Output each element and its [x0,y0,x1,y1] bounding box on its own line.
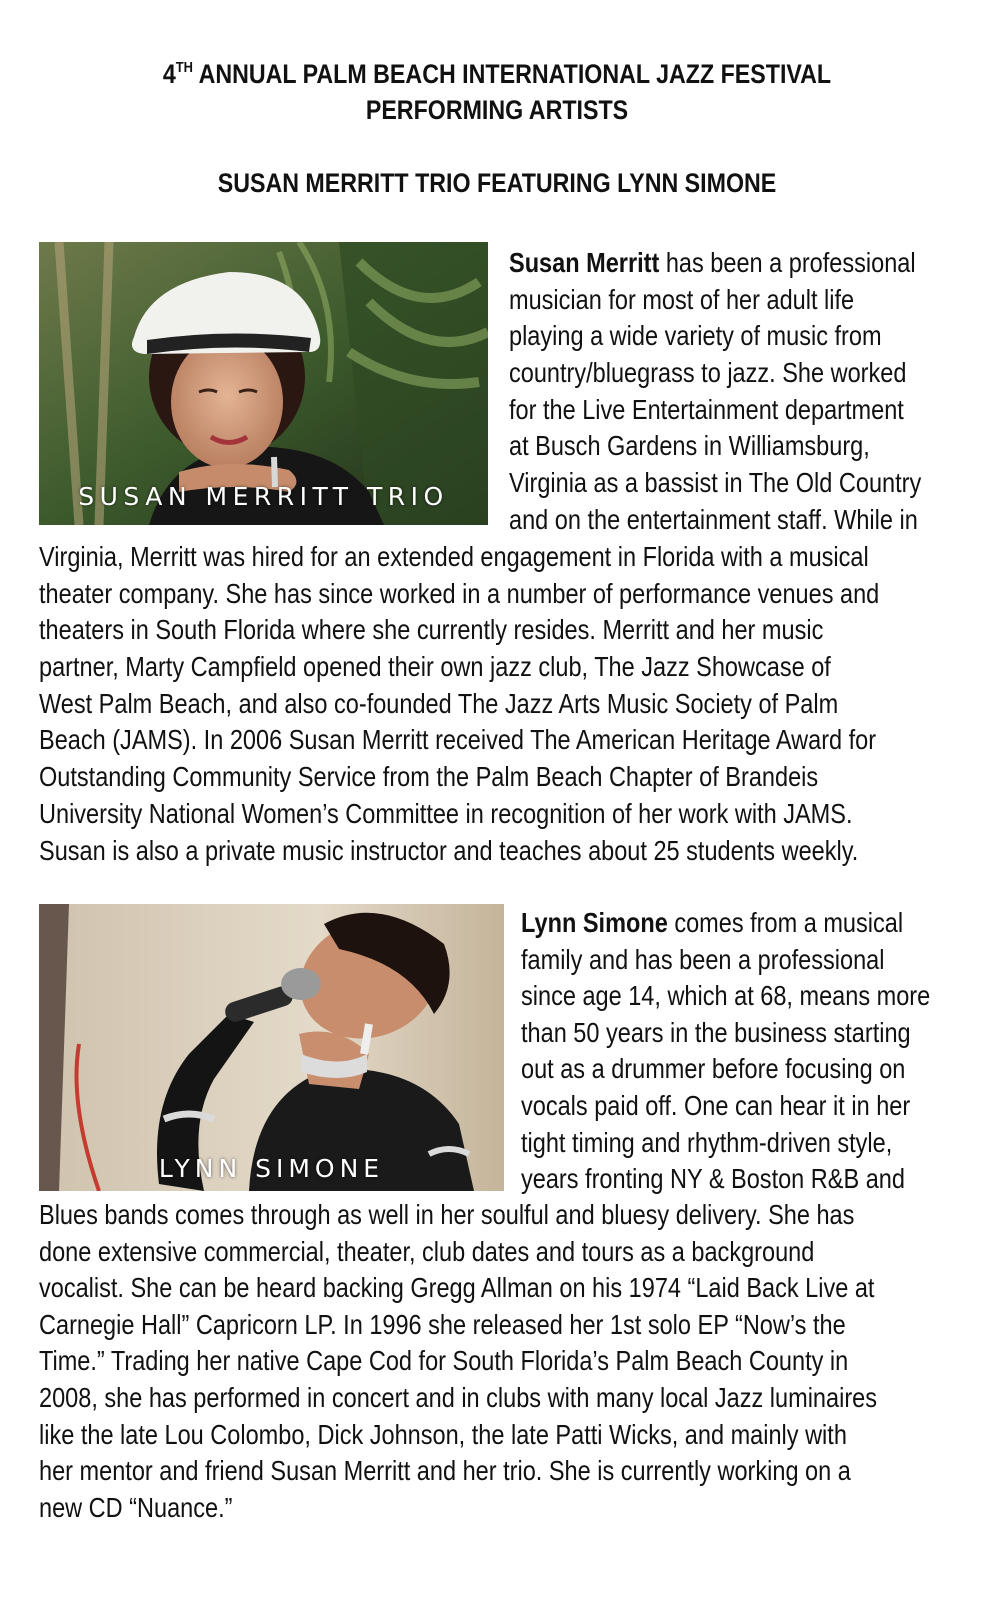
festival-title-line2: PERFORMING ARTISTS [365,95,629,125]
bio-line: Virginia as a bassist in The Old Country [509,467,922,499]
bio-line: theaters in South Florida where she currently resides. Merritt and her music [39,614,824,646]
title-ordinal-suffix: TH [175,59,194,76]
artist-name: Lynn Simone [521,907,668,938]
bio-line: than 50 years in the business starting [521,1016,911,1048]
bio-line: tight timing and rhythm-driven style, [521,1126,893,1158]
bio-line: Virginia, Merritt was hired for an extended engagement in Florida with a musical [39,541,869,572]
group-heading: SUSAN MERRITT TRIO FEATURING LYNN SIMONE [217,168,777,198]
susan-merritt-photo [39,242,488,525]
bio-line: like the late Lou Colombo, Dick Johnson, the late Patti Wicks, and mainly with [39,1418,847,1450]
bio-line: West Palm Beach, and also co-founded The Jazz Arts Music Society of Palm [39,687,839,719]
title-number: 4 [162,59,176,89]
bio-line: Blues bands comes through as well in her soulful and bluesy delivery. She has [39,1199,855,1230]
lynn-simone-photo [39,904,504,1191]
bio-line-rest: comes from a musical [667,907,904,938]
bio-line: Beach (JAMS). In 2006 Susan Merritt received The American Heritage Award for [39,724,877,756]
bio-line: musician for most of her adult life [509,283,855,315]
bio-line: Time.” Trading her native Cape Cod for South Florida’s Palm Beach County in [39,1345,849,1377]
bio-line: family and has been a professional [521,943,885,975]
bio-line: University National Women’s Committee in recognition of her work with JAMS. [39,797,853,829]
bio-line: vocals paid off. One can hear it in her [521,1089,911,1121]
lynn-bio-side-column [521,905,994,1198]
bio-line: Outstanding Community Service from the Palm Beach Chapter of Brandeis [39,761,819,793]
bio-line: and on the entertainment staff. While in [509,503,918,535]
photo-caption: LYNN SIMONE [158,1154,385,1183]
bio-line: Carnegie Hall” Capricorn LP. In 1996 she released her 1st solo EP “Now’s the [39,1308,846,1340]
lynn-simone-portrait-illustration [39,904,504,1191]
title-text: ANNUAL PALM BEACH INTERNATIONAL JAZZ FESTIVAL [193,59,832,89]
bio-line: since age 14, which at 68, means more [521,980,931,1012]
bio-line [521,905,930,942]
bio-line: years fronting NY & Boston R&B and [521,1163,905,1195]
bio-line: new CD “Nuance.” [39,1491,233,1523]
bio-line: out as a drummer before focusing on [521,1053,906,1085]
bio-line: 2008, she has performed in concert and in clubs with many local Jazz luminaires [39,1381,877,1413]
bio-line: Susan is also a private music instructor and teaches about 25 students weekly. [39,834,859,866]
artist-name: Susan Merritt [509,247,660,278]
photo-caption: SUSAN MERRITT TRIO [78,482,449,511]
bio-line: for the Live Entertainment department [509,393,904,425]
bio-line: at Busch Gardens in Williamsburg, [509,430,870,462]
bio-line: country/bluegrass to jazz. She worked [509,357,907,389]
bio-line: her mentor and friend Susan Merritt and her trio. She is currently working on a [39,1455,851,1487]
susan-bio-full-width [39,539,994,869]
bio-line: theater company. She has since worked in a number of performance venues and [39,577,880,609]
bio-line-rest: has been a professional [659,247,916,278]
bio-line: vocalist. She can be heard backing Gregg Allman on his 1974 “Laid Back Live at [39,1272,875,1304]
bio-line: done extensive commercial, theater, club dates and tours as a background [39,1235,815,1267]
bio-line [509,245,921,282]
bio-line: partner, Marty Campfield opened their own jazz club, The Jazz Showcase of [39,651,831,683]
lynn-bio-full-width [39,1197,994,1526]
bio-line: playing a wide variety of music from [509,320,882,352]
susan-bio-side-column [509,245,994,539]
festival-title [70,56,925,92]
